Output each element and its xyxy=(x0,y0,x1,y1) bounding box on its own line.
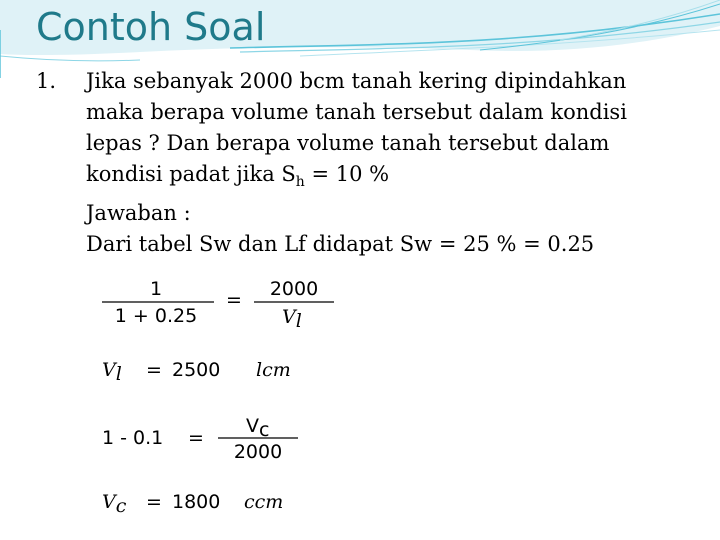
answer-line: Dari tabel Sw dan Lf didapat Sw = 25 % = 0.25 xyxy=(86,232,595,256)
question-line-4-suffix: = 10 % xyxy=(304,162,390,186)
eq4-value: 1800 xyxy=(172,491,221,513)
equation-3 xyxy=(102,415,298,463)
eq1-rhs-denominator: Vl xyxy=(282,306,302,332)
eq2-value: 2500 xyxy=(172,359,221,381)
eq3-equals: = xyxy=(188,427,204,449)
question-text xyxy=(86,66,686,260)
subscript-h: h xyxy=(295,174,305,190)
equations-svg xyxy=(96,270,426,520)
eq2-variable: Vl xyxy=(102,359,122,385)
question-line-2: maka berapa volume tanah tersebut dalam kondisi xyxy=(86,100,627,124)
answer-label: Jawaban : xyxy=(86,201,191,225)
eq1-lhs-numerator: 1 xyxy=(149,278,163,300)
question-line-4-prefix: kondisi padat jika S xyxy=(86,162,296,186)
eq4-variable: Vc xyxy=(102,491,127,517)
eq3-rhs-denominator: 2000 xyxy=(233,441,283,463)
question-line-4 xyxy=(86,159,686,198)
equations-block xyxy=(96,270,426,520)
eq4-unit: ccm xyxy=(244,491,284,513)
slide-title: Contoh Soal xyxy=(36,5,266,49)
question-line-3: lepas ? Dan berapa volume tanah tersebut dalam xyxy=(86,131,610,155)
equation-4 xyxy=(102,491,283,517)
eq1-equals: = xyxy=(226,289,242,311)
eq2-equals: = xyxy=(146,359,162,381)
eq3-lhs: 1 - 0.1 xyxy=(102,427,164,449)
eq1-rhs-numerator: 2000 xyxy=(269,278,319,300)
eq1-lhs-denominator: 1 + 0.25 xyxy=(114,305,198,327)
equation-1 xyxy=(102,278,334,332)
eq3-rhs-numerator: Vc xyxy=(246,415,270,441)
equation-2 xyxy=(102,359,291,385)
eq2-unit: lcm xyxy=(256,359,291,381)
question-line-1: Jika sebanyak 2000 bcm tanah kering dipindahkan xyxy=(86,69,627,93)
list-number: 1. xyxy=(36,69,57,93)
eq4-equals: = xyxy=(146,491,162,513)
